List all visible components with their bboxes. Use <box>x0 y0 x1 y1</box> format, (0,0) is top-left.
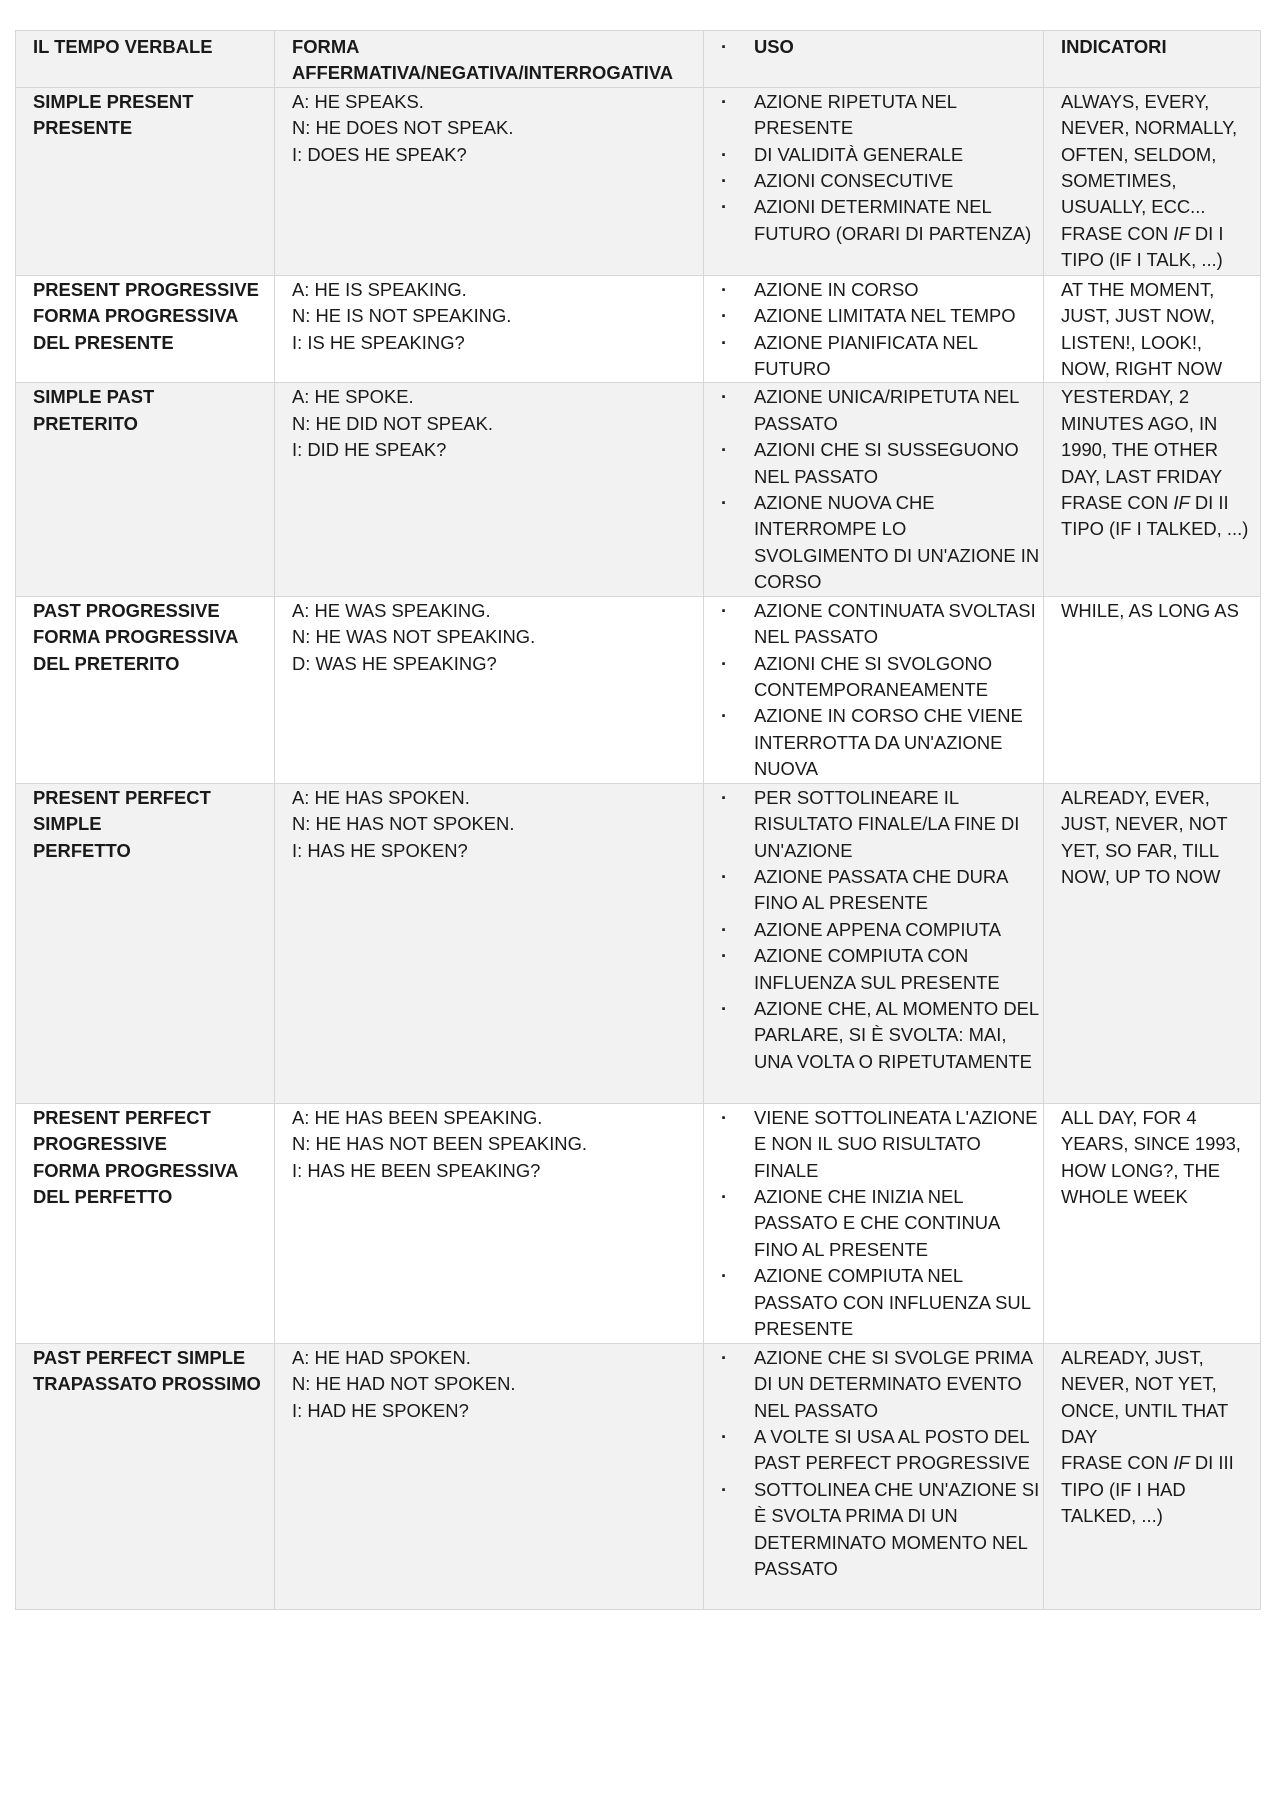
table-row <box>16 1343 1261 1609</box>
verb-tenses-table <box>15 30 1261 1610</box>
uso-list-item: · AZIONE COMPIUTA CON INFLUENZA SUL PRESENTE <box>721 943 1043 996</box>
table-row <box>16 596 1261 783</box>
forma-cell <box>275 275 704 383</box>
table-row <box>16 383 1261 596</box>
uso-list-item: · AZIONE IN CORSO CHE VIENE INTERROTTA DA UN'AZIONE NUOVA <box>721 703 1043 782</box>
tense-name-line: PAST PERFECT SIMPLE <box>33 1346 246 1368</box>
indicatori-cell <box>1044 383 1261 596</box>
forma-line: I: DOES HE SPEAK? <box>292 143 467 165</box>
uso-list-item: · AZIONE NUOVA CHE INTERROMPE LO SVOLGIMENTO DI UN'AZIONE IN CORSO <box>721 490 1043 596</box>
indicatori-line: ALWAYS, EVERY, NEVER, NORMALLY, OFTEN, SELDOM, SOMETIMES, USUALLY, ECC... <box>1061 90 1238 218</box>
header-indicatori: INDICATORI <box>1044 31 1261 88</box>
forma-line: I: DID HE SPEAK? <box>292 439 447 461</box>
uso-list <box>721 89 1043 247</box>
indicatori-line: WHILE, AS LONG AS <box>1061 599 1239 621</box>
forma-cell <box>275 783 704 1103</box>
tense-name-line: SIMPLE PRESENT <box>33 90 194 112</box>
uso-list-item: · AZIONE CHE, AL MOMENTO DEL PARLARE, SI È SVOLTA: MAI, UNA VOLTA O RIPETUTAMENTE <box>721 996 1043 1075</box>
uso-cell <box>704 1103 1044 1343</box>
tense-name-line: PRESENT PROGRESSIVE <box>33 278 259 300</box>
uso-list <box>721 1345 1043 1583</box>
forma-line: A: HE WAS SPEAKING. <box>292 599 491 621</box>
tense-name-line: PRESENTE <box>33 117 133 139</box>
uso-cell <box>704 783 1044 1103</box>
forma-line: A: HE HAD SPOKEN. <box>292 1346 471 1368</box>
forma-line: I: HAS HE BEEN SPEAKING? <box>292 1159 541 1181</box>
uso-list-item: · AZIONE IN CORSO <box>721 277 1043 303</box>
tense-name-line: PAST PROGRESSIVE <box>33 599 220 621</box>
forma-line: N: HE WAS NOT SPEAKING. <box>292 626 536 648</box>
uso-list-item: · AZIONE APPENA COMPIUTA <box>721 917 1043 943</box>
uso-list-item: · AZIONI CONSECUTIVE <box>721 168 1043 194</box>
tense-name-line: PROGRESSIVE <box>33 1133 167 1155</box>
header-tempo: IL TEMPO VERBALE <box>16 31 275 88</box>
uso-list-item: · AZIONE CONTINUATA SVOLTASI NEL PASSATO <box>721 598 1043 651</box>
tense-name-line: SIMPLE PAST <box>33 386 155 408</box>
forma-line: A: HE IS SPEAKING. <box>292 278 467 300</box>
tense-cell <box>16 783 275 1103</box>
indicatori-line: AT THE MOMENT, JUST, JUST NOW, LISTEN!, LOOK!, NOW, RIGHT NOW <box>1061 278 1223 380</box>
forma-line: N: HE HAS NOT BEEN SPEAKING. <box>292 1133 588 1155</box>
indicatori-cell <box>1044 596 1261 783</box>
header-row <box>16 31 1261 88</box>
tense-cell <box>16 596 275 783</box>
uso-list-item: · AZIONI CHE SI SVOLGONO CONTEMPORANEAMENTE <box>721 651 1043 704</box>
forma-line: I: HAS HE SPOKEN? <box>292 839 468 861</box>
forma-line: N: HE IS NOT SPEAKING. <box>292 305 512 327</box>
uso-list-item: · AZIONE UNICA/RIPETUTA NEL PASSATO <box>721 384 1043 437</box>
forma-line: N: HE DOES NOT SPEAK. <box>292 117 514 139</box>
forma-line: N: HE HAS NOT SPOKEN. <box>292 813 515 835</box>
tense-name-line: DEL PERFETTO <box>33 1185 173 1207</box>
forma-cell <box>275 1343 704 1609</box>
forma-line: A: HE HAS BEEN SPEAKING. <box>292 1106 543 1128</box>
indicatori-cell <box>1044 87 1261 275</box>
forma-line: D: WAS HE SPEAKING? <box>292 652 497 674</box>
forma-cell <box>275 596 704 783</box>
uso-list-item: · AZIONE LIMITATA NEL TEMPO <box>721 303 1043 329</box>
forma-line: A: HE HAS SPOKEN. <box>292 786 470 808</box>
indicatori-cell <box>1044 1103 1261 1343</box>
uso-list-item: · DI VALIDITÀ GENERALE <box>721 142 1043 168</box>
indicatori-line: FRASE CON IF DI II TIPO (IF I TALKED, ...) <box>1061 492 1249 540</box>
tense-name-line: TRAPASSATO PROSSIMO <box>33 1373 261 1395</box>
forma-line: A: HE SPOKE. <box>292 386 414 408</box>
uso-list-item: · SOTTOLINEA CHE UN'AZIONE SI È SVOLTA PRIMA DI UN DETERMINATO MOMENTO NEL PASSATO <box>721 1477 1043 1583</box>
tense-name-line: SIMPLE <box>33 813 102 835</box>
tense-name-line: PRESENT PERFECT <box>33 1106 211 1128</box>
header-forma: FORMA AFFERMATIVA/NEGATIVA/INTERROGATIVA <box>275 31 704 88</box>
indicatori-line: FRASE CON IF DI III TIPO (IF I HAD TALKED, ...) <box>1061 1452 1234 1527</box>
forma-line: N: HE DID NOT SPEAK. <box>292 412 493 434</box>
header-uso <box>704 31 1044 88</box>
uso-list-item: · AZIONE COMPIUTA NEL PASSATO CON INFLUENZA SUL PRESENTE <box>721 1263 1043 1342</box>
tense-cell <box>16 87 275 275</box>
uso-list <box>721 384 1043 595</box>
indicatori-line: FRASE CON IF DI I TIPO (IF I TALK, ...) <box>1061 222 1224 271</box>
uso-cell <box>704 87 1044 275</box>
forma-line: I: HAD HE SPOKEN? <box>292 1399 469 1421</box>
table-row <box>16 1103 1261 1343</box>
uso-list-item: · AZIONE CHE INIZIA NEL PASSATO E CHE CONTINUA FINO AL PRESENTE <box>721 1184 1043 1263</box>
forma-line: A: HE SPEAKS. <box>292 90 424 112</box>
indicatori-cell <box>1044 275 1261 383</box>
tense-name-line: PRESENT PERFECT <box>33 786 211 808</box>
uso-list-item: · AZIONE RIPETUTA NEL PRESENTE <box>721 89 1043 142</box>
forma-cell <box>275 383 704 596</box>
uso-cell <box>704 596 1044 783</box>
tense-name-line: FORMA PROGRESSIVA <box>33 1159 239 1181</box>
indicatori-line: ALREADY, JUST, NEVER, NOT YET, ONCE, UNTIL THAT DAY <box>1061 1346 1228 1447</box>
table-row <box>16 87 1261 275</box>
indicatori-line: ALL DAY, FOR 4 YEARS, SINCE 1993, HOW LONG?, THE WHOLE WEEK <box>1061 1106 1241 1207</box>
uso-list-item: · AZIONE PIANIFICATA NEL FUTURO <box>721 330 1043 383</box>
uso-list-item: · VIENE SOTTOLINEATA L'AZIONE E NON IL SUO RISULTATO FINALE <box>721 1105 1043 1184</box>
indicatori-line: ALREADY, EVER, JUST, NEVER, NOT YET, SO FAR, TILL NOW, UP TO NOW <box>1061 786 1228 887</box>
tense-name-line: FORMA PROGRESSIVA DEL PRETERITO <box>33 626 238 674</box>
table-row <box>16 783 1261 1103</box>
indicatori-cell <box>1044 783 1261 1103</box>
tense-name-line: FORMA PROGRESSIVA DEL PRESENTE <box>33 305 238 353</box>
uso-list-item: · PER SOTTOLINEARE IL RISULTATO FINALE/LA FINE DI UN'AZIONE <box>721 785 1043 864</box>
indicatori-line: YESTERDAY, 2 MINUTES AGO, IN 1990, THE OTHER DAY, LAST FRIDAY <box>1061 386 1223 487</box>
uso-cell <box>704 275 1044 383</box>
uso-list-item: · AZIONE PASSATA CHE DURA FINO AL PRESENTE <box>721 864 1043 917</box>
tense-cell <box>16 275 275 383</box>
uso-list <box>721 1105 1043 1343</box>
uso-cell <box>704 383 1044 596</box>
header-uso-label: USO <box>754 36 794 57</box>
uso-list-item: · AZIONE CHE SI SVOLGE PRIMA DI UN DETERMINATO EVENTO NEL PASSATO <box>721 1345 1043 1424</box>
bullet-icon: · <box>721 36 728 57</box>
tense-cell <box>16 1103 275 1343</box>
uso-list <box>721 598 1043 783</box>
uso-list-item: · AZIONI CHE SI SUSSEGUONO NEL PASSATO <box>721 437 1043 490</box>
uso-list <box>721 785 1043 1075</box>
forma-line: I: IS HE SPEAKING? <box>292 331 465 353</box>
uso-list-item: · A VOLTE SI USA AL POSTO DEL PAST PERFECT PROGRESSIVE <box>721 1424 1043 1477</box>
tense-cell <box>16 1343 275 1609</box>
tense-name-line: PERFETTO <box>33 839 131 861</box>
forma-cell <box>275 1103 704 1343</box>
tense-cell <box>16 383 275 596</box>
forma-cell <box>275 87 704 275</box>
uso-list <box>721 277 1043 383</box>
forma-line: N: HE HAD NOT SPOKEN. <box>292 1373 516 1395</box>
tense-name-line: PRETERITO <box>33 412 138 434</box>
uso-list-item: · AZIONI DETERMINATE NEL FUTURO (ORARI DI PARTENZA) <box>721 194 1043 247</box>
uso-cell <box>704 1343 1044 1609</box>
indicatori-cell <box>1044 1343 1261 1609</box>
table-row <box>16 275 1261 383</box>
